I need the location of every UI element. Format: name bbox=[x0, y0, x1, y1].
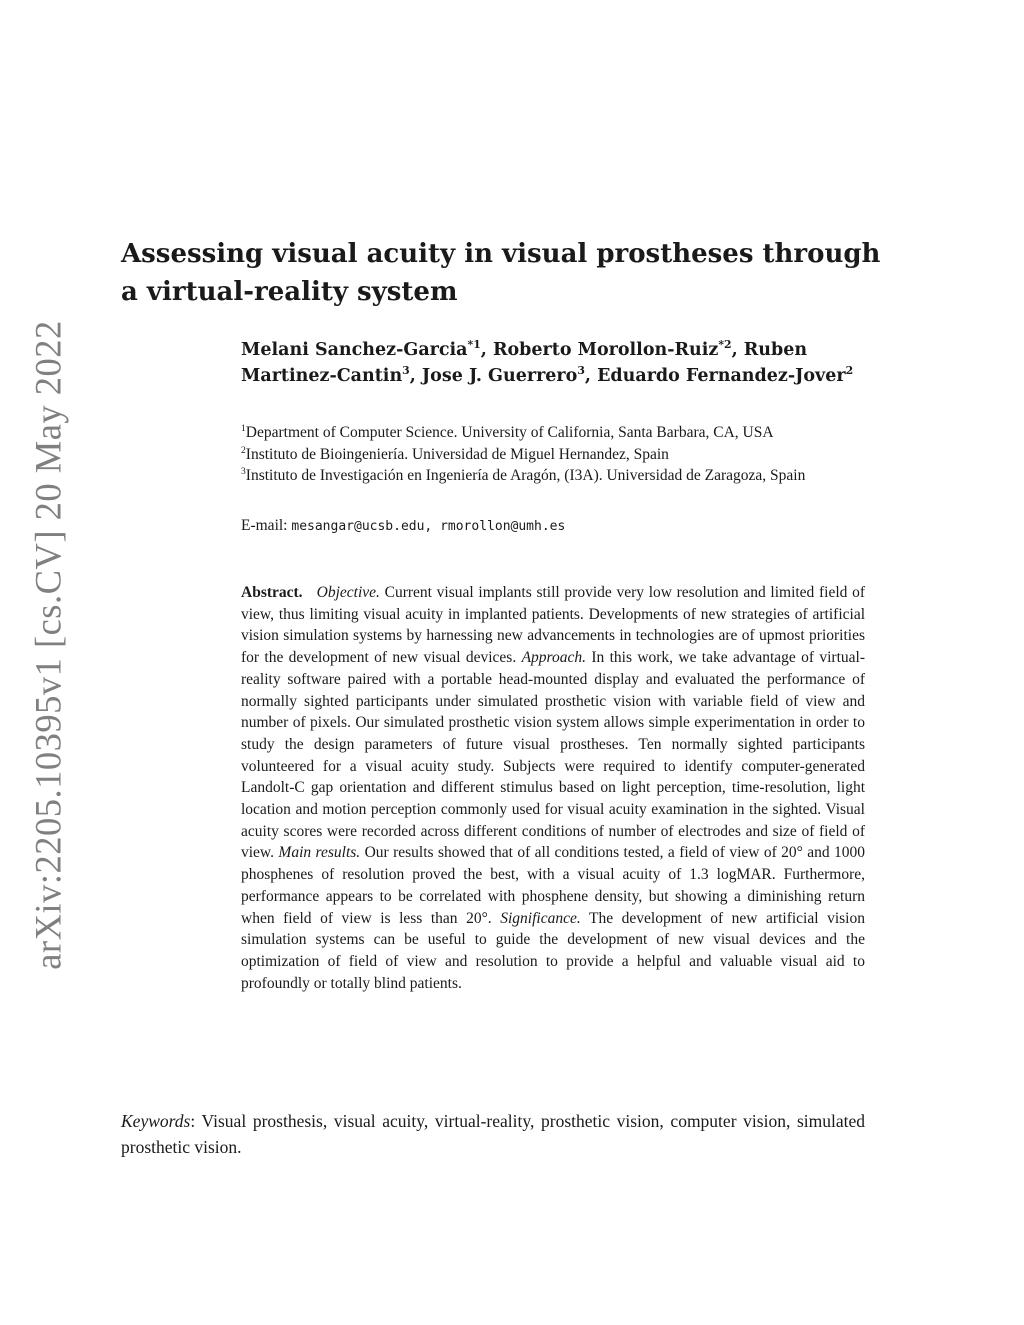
results-label: Main results. bbox=[278, 844, 361, 862]
author-list bbox=[241, 337, 861, 389]
objective-label: Objective. bbox=[316, 584, 380, 601]
email-label: E-mail: bbox=[241, 517, 292, 534]
paper-title: Assessing visual acuity in visual prostheses through a virtual-reality system bbox=[121, 239, 881, 307]
arxiv-identifier: arXiv:2205.10395v1 [cs.CV] 20 May 2022 bbox=[27, 320, 69, 970]
keywords-text: : Visual prosthesis, visual acuity, virtual-reality, prosthetic vision, computer vision, simulated prosthetic vision. bbox=[121, 1111, 865, 1157]
abstract-heading: Abstract. bbox=[241, 584, 303, 601]
affiliation-list bbox=[241, 422, 881, 487]
objective-text: Current visual implants still provide very low resolution and limited field of view, thus limiting visual acuity in implanted patients. Developments of new strategies of artificial vision simulation systems by harnessing new advancements in technologies are of upmost priorities for the development of new visual devices. bbox=[241, 584, 866, 667]
keywords bbox=[121, 1108, 865, 1160]
results-text: Our results showed that of all conditions tested, a field of view of 20° and 1000 phosphenes of resolution proved the best, with a visual acuity of 1.3 logMAR. Furthermore, performance appears to be correlated with phosphene density, but showing a diminishing return when field of view is less than 20°. bbox=[241, 844, 866, 927]
approach-text: In this work, we take advantage of virtual-reality software paired with a portable head-mounted display and evaluated the performance of normally sighted participants under simulated prosthetic vision with variable field of view and number of pixels. Our simulated prosthetic vision system allows simple experimentation in order to study the design parameters of future visual prostheses. Ten normally sighted participants volunteered for a visual acuity study. Subjects were required to identify computer-generated Landolt-C gap orientation and different stimulus based on light perception, time-resolution, light location and motion perception commonly used for visual acuity examination in the sighted. Visual acuity scores were recorded across different conditions of number of electrodes and size of field of view. bbox=[241, 649, 865, 862]
author: Ruben Martinez-Cantin$^3$, bbox=[241, 340, 808, 386]
significance-text: The development of new artificial vision simulation systems can be useful to guide the development of new visual devices and the optimization of field of view and resolution to provide a helpful and valuable visual aid to profoundly or totally blind patients. bbox=[241, 909, 865, 992]
contact-email bbox=[241, 517, 881, 535]
author: Jose J. Guerrero$^3$, bbox=[421, 364, 598, 386]
author: Melani Sanchez-Garcia$^{*1}$, bbox=[241, 338, 493, 360]
affiliation: $^2$Instituto de Bioingeniería. Universidad de Miguel Hernandez, Spain bbox=[241, 444, 669, 463]
author: Eduardo Fernandez-Jover$^2$ bbox=[597, 364, 854, 386]
author: Roberto Morollon-Ruiz$^{*2}$, bbox=[492, 338, 744, 360]
significance-label: Significance. bbox=[500, 909, 581, 927]
email-addresses[interactable]: mesangar@ucsb.edu, rmorollon@umh.es bbox=[291, 519, 566, 534]
arxiv-sidebar-stamp bbox=[27, 320, 69, 970]
affiliation: $^3$Instituto de Investigación en Ingeniería de Aragón, (I3A). Universidad de Zaragoza, Spain bbox=[241, 465, 806, 484]
keywords-label: Keywords bbox=[121, 1111, 191, 1131]
abstract bbox=[241, 582, 865, 994]
approach-label: Approach. bbox=[521, 649, 586, 667]
affiliation: $^1$Department of Computer Science. University of California, Santa Barbara, CA, USA bbox=[241, 422, 774, 441]
